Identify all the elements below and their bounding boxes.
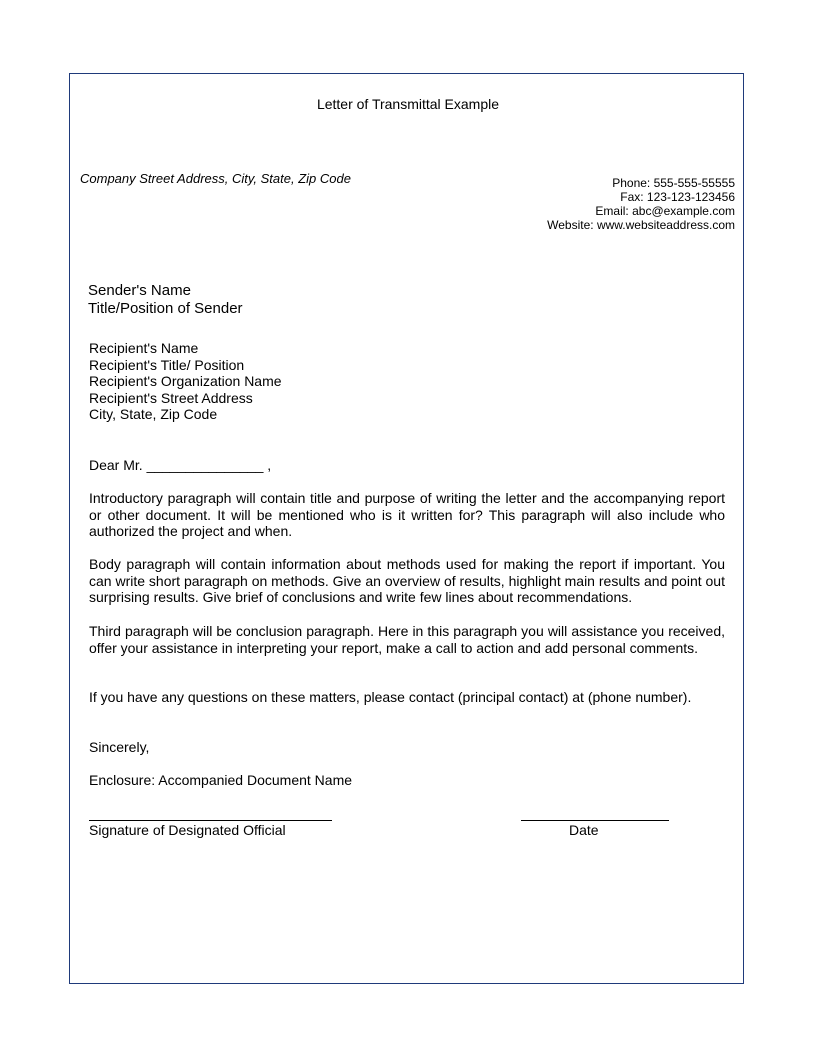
contact-email: Email: abc@example.com	[595, 204, 735, 218]
contact-phone: Phone: 555-555-55555	[612, 176, 735, 190]
closing: Sincerely,	[89, 739, 150, 755]
contact-block	[547, 176, 735, 232]
sender-block	[88, 282, 243, 318]
recipient-title: Recipient's Title/ Position	[89, 356, 245, 373]
salutation: Dear Mr. _______________ ,	[89, 457, 272, 473]
paragraph-conclusion: Third paragraph will be conclusion paragraph. Here in this paragraph you will assistance you received, offer your assistance in interpreting your report, make a call to action and add personal comments.	[89, 623, 725, 656]
company-address: Company Street Address, City, State, Zip Code	[80, 171, 351, 186]
signature-label: Signature of Designated Official	[89, 822, 286, 838]
date-line	[521, 820, 669, 821]
recipient-name: Recipient's Name	[89, 340, 199, 356]
document-title: Letter of Transmittal Example	[316, 96, 500, 112]
recipient-organization: Recipient's Organization Name	[89, 373, 282, 390]
paragraph-contact: If you have any questions on these matters, please contact (principal contact) at (phone number).	[89, 689, 692, 705]
sender-title: Title/Position of Sender	[88, 300, 243, 317]
date-label: Date	[569, 822, 599, 838]
sender-name: Sender's Name	[88, 282, 191, 299]
contact-website: Website: www.websiteaddress.com	[547, 218, 735, 232]
paragraph-body: Body paragraph will contain information about methods used for making the report if important. You can write short paragraph on methods. Give an overview of results, highlight main results and point out surprising results. Give brief of conclusions and write few lines about recommendations.	[89, 556, 725, 606]
recipient-block	[89, 340, 282, 423]
paragraph-intro: Introductory paragraph will contain title and purpose of writing the letter and the accompanying report or other document. It will be mentioned who is it written for? This paragraph will also include who authorized the project and when.	[89, 490, 725, 540]
contact-fax: Fax: 123-123-123456	[620, 190, 735, 204]
enclosure-line: Enclosure: Accompanied Document Name	[89, 772, 353, 788]
signature-line	[89, 820, 332, 821]
recipient-city: City, State, Zip Code	[89, 406, 218, 423]
recipient-street: Recipient's Street Address	[89, 389, 253, 406]
